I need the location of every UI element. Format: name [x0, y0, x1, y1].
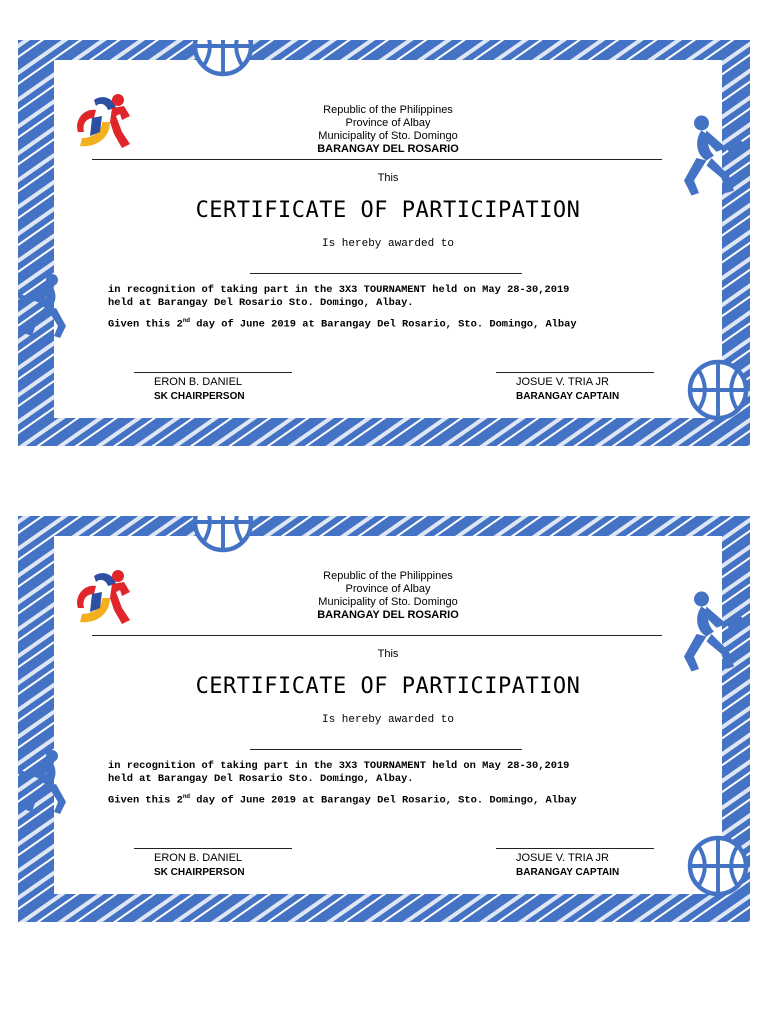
- signatory-right-title: BARANGAY CAPTAIN: [516, 391, 620, 402]
- awarded-text: Is hereby awarded to: [321, 714, 455, 726]
- basketball-player-icon: [18, 274, 66, 338]
- signatory-left-name: ERON B. DANIEL: [154, 852, 243, 864]
- header-line-4: BARANGAY DEL ROSARIO: [317, 143, 459, 155]
- this-label: This: [377, 172, 399, 184]
- given-line: Given this 2nd day of June 2019 at Barangay Del Rosario, Sto. Domingo, Albay: [108, 317, 577, 331]
- header-line-2: Province of Albay: [345, 583, 431, 595]
- this-label: This: [377, 648, 399, 660]
- awarded-text: Is hereby awarded to: [321, 238, 455, 250]
- body-line-2: held at Barangay Del Rosario Sto. Domingo, Albay.: [108, 773, 414, 785]
- basketball-icon: [195, 40, 251, 74]
- signatory-left-title: SK CHAIRPERSON: [154, 391, 245, 402]
- body-line-1: in recognition of taking part in the 3X3 TOURNAMENT held on May 28-30,2019: [108, 760, 570, 772]
- certificate: [18, 40, 750, 446]
- signatory-left-title: SK CHAIRPERSON: [154, 867, 245, 878]
- certificate: [18, 516, 750, 922]
- header-line-1: Republic of the Philippines: [323, 570, 453, 582]
- signatory-right-name: JOSUE V. TRIA JR: [516, 852, 609, 864]
- signatory-right-title: BARANGAY CAPTAIN: [516, 867, 620, 878]
- body-line-1: in recognition of taking part in the 3X3 TOURNAMENT held on May 28-30,2019: [108, 284, 570, 296]
- basketball-player-icon: [684, 116, 744, 196]
- basketball-icon: [690, 362, 746, 418]
- basketball-icon: [195, 516, 251, 550]
- basketball-player-icon: [18, 750, 66, 814]
- header-line-3: Municipality of Sto. Domingo: [318, 596, 458, 608]
- header-line-2: Province of Albay: [345, 117, 431, 129]
- given-line: Given this 2nd day of June 2019 at Barangay Del Rosario, Sto. Domingo, Albay: [108, 793, 577, 807]
- certificate-title: CERTIFICATE OF PARTICIPATION: [195, 674, 581, 699]
- certificate-title: CERTIFICATE OF PARTICIPATION: [195, 198, 581, 223]
- signatory-left-name: ERON B. DANIEL: [154, 376, 243, 388]
- signatory-right-name: JOSUE V. TRIA JR: [516, 376, 609, 388]
- basketball-icon: [690, 838, 746, 894]
- decorations: [18, 516, 750, 922]
- decorations: [18, 40, 750, 446]
- header-line-1: Republic of the Philippines: [323, 104, 453, 116]
- body-line-2: held at Barangay Del Rosario Sto. Domingo, Albay.: [108, 297, 414, 309]
- header-line-3: Municipality of Sto. Domingo: [318, 130, 458, 142]
- header-line-4: BARANGAY DEL ROSARIO: [317, 609, 459, 621]
- basketball-player-icon: [684, 592, 744, 672]
